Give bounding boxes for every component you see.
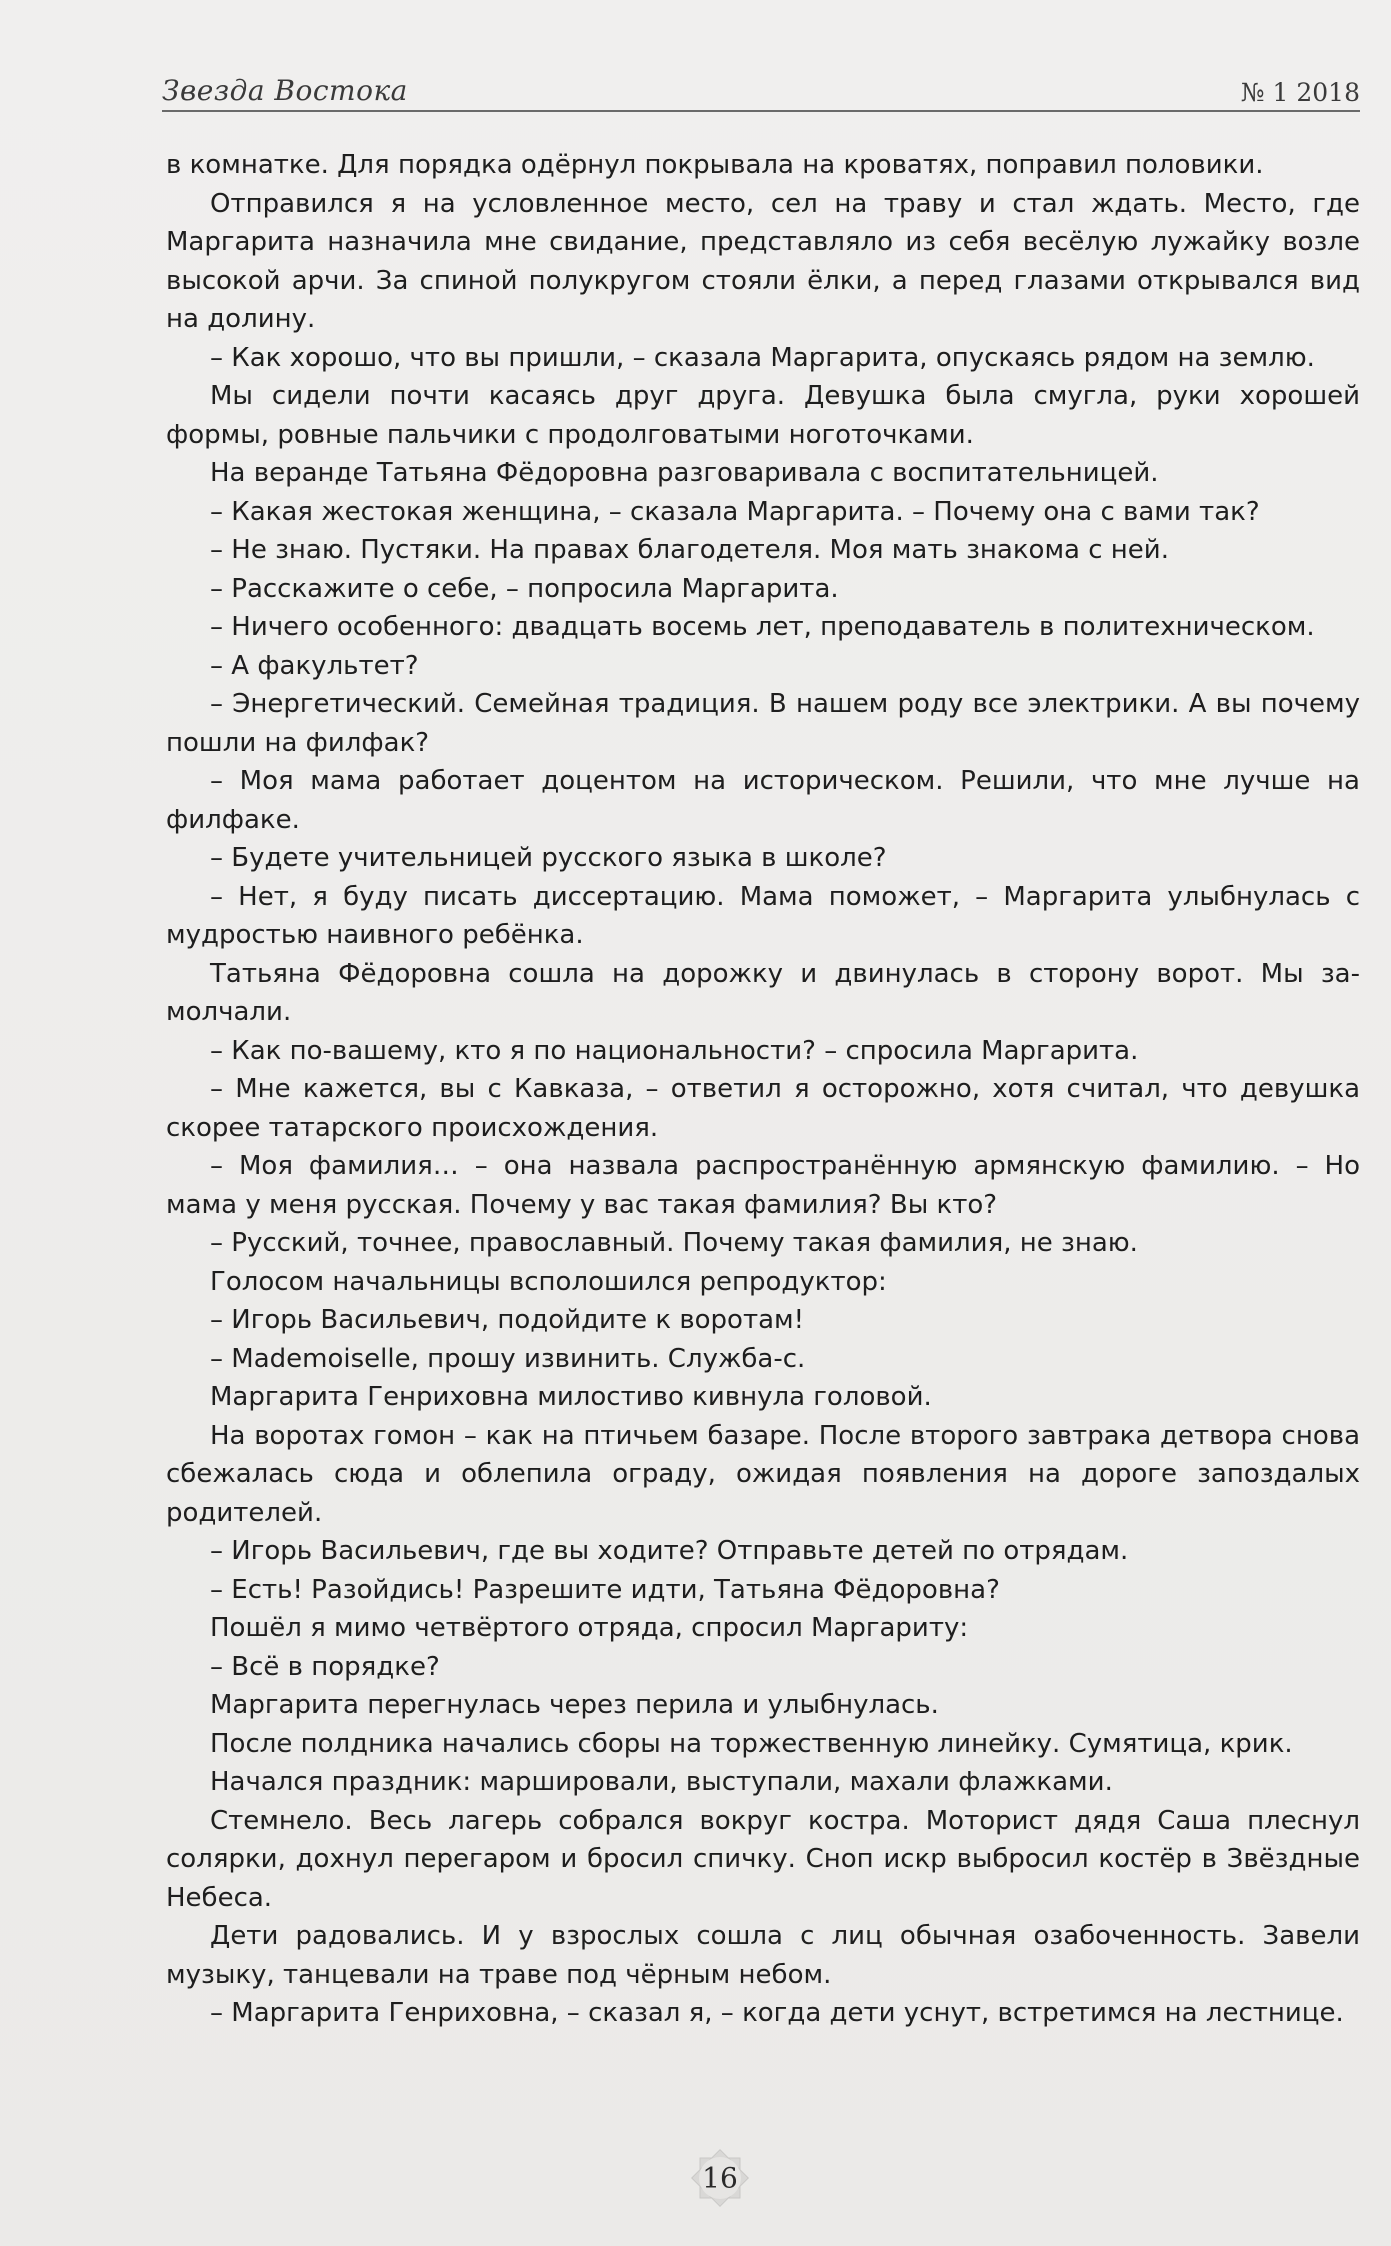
paragraph: – Игорь Васильевич, где вы ходите? Отправьте детей по отрядам. <box>210 1536 1129 1566</box>
paragraph: – Мне кажется, вы с Кавказа, – ответил я осторожно, хотя считал, что девушка скорее татарского происхождения. <box>166 1074 1360 1143</box>
paragraph: – Не знаю. Пустяки. На правах благодетеля. Моя мать знакома с ней. <box>210 535 1169 565</box>
page-number: 16 <box>702 2161 738 2195</box>
issue-number: № 1 2018 <box>1240 78 1360 107</box>
paragraph: – Будете учительницей русского языка в школе? <box>210 843 887 873</box>
paragraph: – Маргарита Генриховна, – сказал я, – когда дети уснут, встретимся на лестнице. <box>210 1998 1344 2028</box>
paragraph: Отправился я на условленное место, сел на траву и стал ждать. Место, где Маргарита назначила мне свидание, представляло из себя весёлую лужайку возле высокой арчи. За спиной полукругом стояли ёлки, а перед глазами открывался вид на долину. <box>166 188 1360 334</box>
paragraph: Татьяна Фёдоровна сошла на дорожку и двинулась в сторону ворот. Мы замолчали. <box>166 958 1360 1027</box>
paragraph: – Как по-вашему, кто я по национальности? – спросила Маргарита. <box>210 1035 1139 1066</box>
paragraph: – Есть! Разойдись! Разрешите идти, Татьяна Фёдоровна? <box>210 1574 1000 1605</box>
paragraph: – Всё в порядке? <box>210 1651 440 1682</box>
paragraph: – Ничего особенного: двадцать восемь лет, преподаватель в политехническом. <box>210 612 1315 642</box>
paragraph: – Моя мама работает доцентом на историческом. Решили, что мне лучше на филфаке. <box>166 766 1360 835</box>
paragraph: – Mademoiselle, прошу извинить. Служба-с. <box>210 1343 806 1374</box>
paragraph: – Русский, точнее, православный. Почему такая фамилия, не знаю. <box>210 1228 1138 1258</box>
paragraph: На веранде Татьяна Фёдоровна разговаривала с воспитательницей. <box>210 458 1159 488</box>
paragraph: – Моя фамилия… – она назвала распространённую армянскую фамилию. – Но мама у меня русская. Почему у вас такая фамилия? Вы кто? <box>166 1151 1360 1220</box>
paragraph: На воротах гомон – как на птичьем базаре. После второго завтрака детвора снова сбежалась сюда и облепила ограду, ожидая появления на дороге запоздалых родителей. <box>166 1420 1360 1528</box>
paragraph: Голосом начальницы всполошился репродуктор: <box>210 1266 887 1297</box>
article-body <box>166 146 1360 2033</box>
paragraph: Маргарита Генриховна милостиво кивнула головой. <box>210 1382 932 1412</box>
paragraph: Пошёл я мимо четвёртого отряда, спросил Маргариту: <box>210 1613 969 1643</box>
paragraph: – Энергетический. Семейная традиция. В нашем роду все электрики. А вы почему пошли на филфак? <box>166 689 1360 758</box>
paragraph: Мы сидели почти касаясь друг друга. Девушка была смугла, руки хорошей формы, ровные пальчики с продолговатыми ноготочками. <box>166 381 1360 450</box>
running-header <box>162 60 1360 112</box>
header-divider <box>162 110 1360 112</box>
paragraph: – Как хорошо, что вы пришли, – сказала Маргарита, опускаясь рядом на землю. <box>210 342 1315 373</box>
paragraph: – Какая жестокая женщина, – сказала Маргарита. – Почему она с вами так? <box>210 496 1260 527</box>
paragraph: Маргарита перегнулась через перила и улыбнулась. <box>210 1690 939 1720</box>
paragraph: Дети радовались. И у взрослых сошла с лиц обычная озабоченность. Завели музыку, танцевали на траве под чёрным небом. <box>166 1921 1360 1990</box>
paragraph: – Нет, я буду писать диссертацию. Мама поможет, – Маргарита улыбнулась с мудростью наивного ребёнка. <box>166 881 1360 950</box>
paragraph: – Расскажите о себе, – попросила Маргарита. <box>210 573 839 604</box>
paragraph: – Игорь Васильевич, подойдите к воротам! <box>210 1305 805 1335</box>
journal-title: Звезда Востока <box>162 74 408 107</box>
paragraph: в комнатке. Для порядка одёрнул покрывала на кроватях, поправил половики. <box>166 150 1264 180</box>
paragraph: Стемнело. Весь лагерь собрался вокруг костра. Моторист дядя Саша плеснул солярки, дохнул перегаром и бросил спичку. Сноп искр выбросил костёр в Звёздные Небеса. <box>166 1805 1360 1913</box>
paragraph: Начался праздник: маршировали, выступали, махали флажками. <box>210 1767 1113 1797</box>
paragraph: После полдника начались сборы на торжественную линейку. Сумятица, крик. <box>210 1728 1293 1759</box>
paragraph: – А факультет? <box>210 650 419 681</box>
